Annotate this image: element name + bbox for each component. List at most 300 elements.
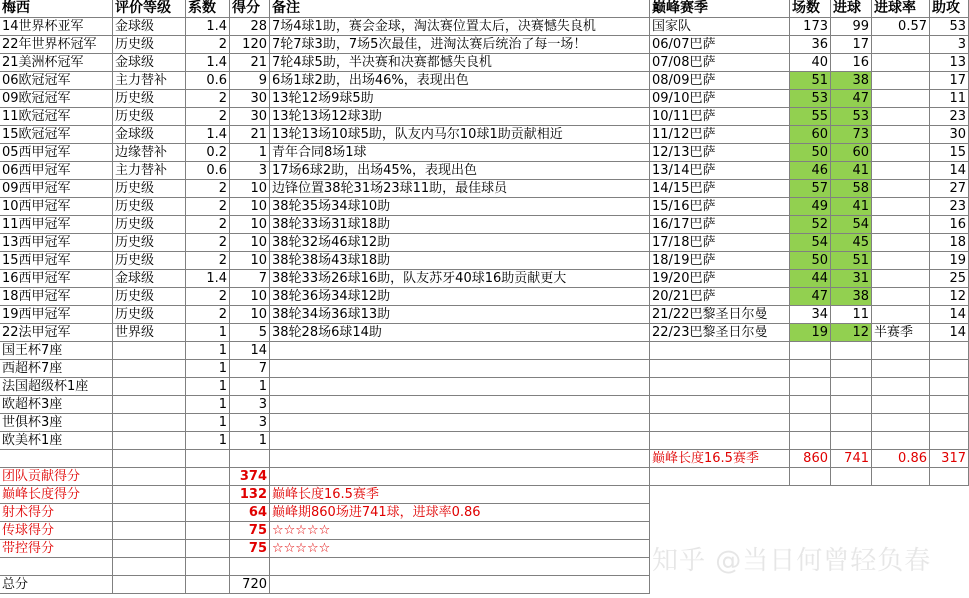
table-cell[interactable] [872,36,930,54]
header-player[interactable]: 梅西 [0,0,113,18]
score-value[interactable]: 132 [230,486,270,504]
table-cell[interactable]: 1 [186,414,230,432]
table-cell[interactable]: 2 [186,216,230,234]
table-cell[interactable]: 17 [930,72,969,90]
table-cell[interactable] [113,558,186,576]
table-cell[interactable]: 19西甲冠军 [0,306,113,324]
table-cell[interactable] [0,450,113,468]
total-value[interactable]: 720 [230,576,270,594]
table-cell[interactable]: 16 [831,54,872,72]
table-cell[interactable]: 55 [790,108,831,126]
table-cell[interactable] [113,468,186,486]
table-cell[interactable]: 50 [790,252,831,270]
table-cell[interactable]: 7场4球1助，赛会金球，淘汰赛位置太后，决赛憾失良机 [270,18,650,36]
table-cell[interactable] [831,342,872,360]
table-cell[interactable]: 17 [831,36,872,54]
table-cell[interactable] [872,90,930,108]
table-cell[interactable] [113,576,186,594]
table-cell[interactable]: 7轮4球5助，半决赛和决赛都憾失良机 [270,54,650,72]
table-cell[interactable]: 历史级 [113,108,186,126]
table-cell[interactable]: 17场6球2助，出场45%，表现出色 [270,162,650,180]
table-cell[interactable]: 38轮33场31球18助 [270,216,650,234]
table-cell[interactable]: 15欧冠冠军 [0,126,113,144]
table-cell[interactable]: 2 [186,306,230,324]
table-cell[interactable]: 19 [930,252,969,270]
table-cell[interactable]: 15西甲冠军 [0,252,113,270]
table-cell[interactable]: 历史级 [113,288,186,306]
table-cell[interactable] [270,360,650,378]
table-cell[interactable]: 1.4 [186,126,230,144]
table-cell[interactable]: 38轮28场6球14助 [270,324,650,342]
table-cell[interactable]: 14世界杯亚军 [0,18,113,36]
table-cell[interactable]: 30 [930,126,969,144]
table-cell[interactable]: 13轮13场12球3助 [270,108,650,126]
table-cell[interactable] [831,414,872,432]
table-cell[interactable]: 53 [831,108,872,126]
table-cell[interactable]: 31 [831,270,872,288]
table-cell[interactable]: 52 [790,216,831,234]
table-cell[interactable]: 国王杯7座 [0,342,113,360]
table-cell[interactable]: 47 [831,90,872,108]
table-cell[interactable] [831,432,872,450]
table-cell[interactable] [930,432,969,450]
table-cell[interactable]: 40 [790,54,831,72]
table-cell[interactable] [270,576,650,594]
table-cell[interactable]: 25 [930,270,969,288]
table-cell[interactable] [230,450,270,468]
score-note[interactable] [270,468,650,486]
table-cell[interactable]: 1 [230,144,270,162]
table-cell[interactable] [872,270,930,288]
table-cell[interactable]: 10 [230,216,270,234]
table-cell[interactable] [650,360,790,378]
table-cell[interactable] [0,558,113,576]
table-cell[interactable]: 06/07巴萨 [650,36,790,54]
table-cell[interactable]: 2 [186,108,230,126]
table-cell[interactable]: 14/15巴萨 [650,180,790,198]
table-cell[interactable]: 世俱杯3座 [0,414,113,432]
table-cell[interactable] [872,54,930,72]
table-cell[interactable]: 38轮38场43球18助 [270,252,650,270]
table-cell[interactable]: 金球级 [113,126,186,144]
table-cell[interactable] [113,414,186,432]
table-cell[interactable] [872,378,930,396]
table-cell[interactable]: 11 [831,306,872,324]
score-note[interactable]: ☆☆☆☆☆ [270,522,650,540]
table-cell[interactable]: 2 [186,180,230,198]
table-cell[interactable] [113,450,186,468]
table-cell[interactable]: 欧美杯1座 [0,432,113,450]
table-cell[interactable]: 44 [790,270,831,288]
table-cell[interactable] [186,576,230,594]
table-cell[interactable]: 58 [831,180,872,198]
table-cell[interactable]: 世界级 [113,324,186,342]
table-cell[interactable]: 38 [831,72,872,90]
table-cell[interactable]: 57 [790,180,831,198]
table-cell[interactable]: 30 [230,108,270,126]
table-cell[interactable]: 07/08巴萨 [650,54,790,72]
table-cell[interactable]: 7 [230,270,270,288]
table-cell[interactable]: 53 [930,18,969,36]
table-cell[interactable]: 47 [790,288,831,306]
table-cell[interactable]: 10西甲冠军 [0,198,113,216]
table-cell[interactable]: 10 [230,306,270,324]
table-cell[interactable]: 历史级 [113,180,186,198]
table-cell[interactable]: 3 [230,414,270,432]
table-cell[interactable] [872,432,930,450]
table-cell[interactable]: 12 [831,324,872,342]
table-cell[interactable]: 14 [930,324,969,342]
table-cell[interactable] [930,342,969,360]
table-cell[interactable]: 5 [230,324,270,342]
table-cell[interactable]: 金球级 [113,270,186,288]
table-cell[interactable]: 10 [230,288,270,306]
table-cell[interactable] [650,396,790,414]
header-score[interactable]: 得分 [230,0,270,18]
table-cell[interactable]: 21 [230,126,270,144]
peak-summary-label[interactable]: 巅峰长度16.5赛季 [650,450,790,468]
table-cell[interactable]: 欧超杯3座 [0,396,113,414]
table-cell[interactable] [831,360,872,378]
table-cell[interactable]: 14 [930,162,969,180]
table-cell[interactable]: 28 [230,18,270,36]
table-cell[interactable] [270,414,650,432]
table-cell[interactable]: 14 [230,342,270,360]
table-cell[interactable]: 2 [186,234,230,252]
table-cell[interactable] [186,468,230,486]
table-cell[interactable]: 9 [230,72,270,90]
table-cell[interactable]: 3 [230,396,270,414]
table-cell[interactable] [930,414,969,432]
table-cell[interactable]: 2 [186,36,230,54]
table-cell[interactable]: 1 [230,378,270,396]
table-cell[interactable]: 20/21巴萨 [650,288,790,306]
table-cell[interactable]: 22年世界杯冠军 [0,36,113,54]
table-cell[interactable] [270,450,650,468]
table-cell[interactable]: 30 [230,90,270,108]
table-cell[interactable] [872,180,930,198]
score-value[interactable]: 64 [230,504,270,522]
header-grade[interactable]: 评价等级 [113,0,186,18]
table-cell[interactable]: 16/17巴萨 [650,216,790,234]
table-cell[interactable]: 2 [186,252,230,270]
table-cell[interactable]: 21 [230,54,270,72]
table-cell[interactable]: 1 [186,432,230,450]
table-cell[interactable]: 10 [230,252,270,270]
header-assists[interactable]: 助攻 [930,0,969,18]
table-cell[interactable] [790,378,831,396]
table-cell[interactable]: 边缘替补 [113,144,186,162]
table-cell[interactable] [186,504,230,522]
table-cell[interactable]: 金球级 [113,54,186,72]
table-cell[interactable]: 09欧冠冠军 [0,90,113,108]
table-cell[interactable]: 41 [831,198,872,216]
table-cell[interactable] [872,144,930,162]
table-cell[interactable]: 边锋位置38轮31场23球11助，最佳球员 [270,180,650,198]
table-cell[interactable] [872,306,930,324]
table-cell[interactable]: 16西甲冠军 [0,270,113,288]
table-cell[interactable] [872,468,930,486]
table-cell[interactable] [113,360,186,378]
table-cell[interactable]: 12 [930,288,969,306]
table-cell[interactable]: 06欧冠冠军 [0,72,113,90]
table-cell[interactable]: 38轮33场26球16助，队友苏牙40球16助贡献更大 [270,270,650,288]
table-cell[interactable] [872,234,930,252]
table-cell[interactable] [113,522,186,540]
table-cell[interactable] [186,558,230,576]
table-cell[interactable]: 50 [790,144,831,162]
table-cell[interactable]: 16 [930,216,969,234]
table-cell[interactable]: 1 [186,360,230,378]
table-cell[interactable] [790,342,831,360]
table-cell[interactable]: 历史级 [113,234,186,252]
table-cell[interactable]: 7 [230,360,270,378]
table-cell[interactable]: 1.4 [186,270,230,288]
table-cell[interactable] [270,558,650,576]
table-cell[interactable]: 15 [930,144,969,162]
table-cell[interactable] [113,486,186,504]
table-cell[interactable]: 45 [831,234,872,252]
peak-summary-assists[interactable]: 317 [930,450,969,468]
table-cell[interactable]: 10 [230,198,270,216]
table-cell[interactable]: 7轮7球3助，7场5次最佳，进淘汰赛后统治了每一场！ [270,36,650,54]
table-cell[interactable]: 13轮13场10球5助，队友内马尔10球1助贡献相近 [270,126,650,144]
peak-summary-apps[interactable]: 860 [790,450,831,468]
table-cell[interactable]: 主力替补 [113,72,186,90]
table-cell[interactable] [650,342,790,360]
table-cell[interactable]: 半赛季 [872,324,930,342]
table-cell[interactable]: 2 [186,198,230,216]
table-cell[interactable]: 11/12巴萨 [650,126,790,144]
table-cell[interactable] [831,468,872,486]
table-cell[interactable] [113,504,186,522]
table-cell[interactable] [872,288,930,306]
table-cell[interactable] [872,342,930,360]
table-cell[interactable]: 13西甲冠军 [0,234,113,252]
table-cell[interactable]: 38轮36场34球12助 [270,288,650,306]
table-cell[interactable] [790,396,831,414]
table-cell[interactable]: 主力替补 [113,162,186,180]
header-goals[interactable]: 进球 [831,0,872,18]
score-label[interactable]: 团队贡献得分 [0,468,113,486]
table-cell[interactable]: 18 [930,234,969,252]
table-cell[interactable]: 10 [230,180,270,198]
score-value[interactable]: 75 [230,522,270,540]
table-cell[interactable] [872,108,930,126]
table-cell[interactable]: 60 [790,126,831,144]
header-peak-season[interactable]: 巅峰赛季 [650,0,790,18]
score-note[interactable]: 巅峰期860场进741球，进球率0.86 [270,504,650,522]
table-cell[interactable]: 10/11巴萨 [650,108,790,126]
table-cell[interactable]: 38轮34场36球13助 [270,306,650,324]
table-cell[interactable]: 99 [831,18,872,36]
table-cell[interactable] [270,378,650,396]
table-cell[interactable]: 1 [186,396,230,414]
table-cell[interactable] [831,396,872,414]
table-cell[interactable]: 历史级 [113,306,186,324]
table-cell[interactable] [930,378,969,396]
table-cell[interactable]: 1 [186,378,230,396]
table-cell[interactable]: 05西甲冠军 [0,144,113,162]
table-cell[interactable] [872,360,930,378]
table-cell[interactable]: 54 [790,234,831,252]
table-cell[interactable] [872,162,930,180]
table-cell[interactable] [186,540,230,558]
table-cell[interactable]: 青年合同8场1球 [270,144,650,162]
score-note[interactable]: 巅峰长度16.5赛季 [270,486,650,504]
table-cell[interactable] [650,414,790,432]
table-cell[interactable]: 51 [831,252,872,270]
table-cell[interactable] [270,396,650,414]
table-cell[interactable] [872,198,930,216]
table-cell[interactable]: 120 [230,36,270,54]
table-cell[interactable]: 09西甲冠军 [0,180,113,198]
peak-summary-goals[interactable]: 741 [831,450,872,468]
table-cell[interactable]: 历史级 [113,36,186,54]
header-coef[interactable]: 系数 [186,0,230,18]
table-cell[interactable] [113,396,186,414]
table-cell[interactable]: 13 [930,54,969,72]
table-cell[interactable]: 1.4 [186,18,230,36]
score-label[interactable]: 带控得分 [0,540,113,558]
table-cell[interactable]: 54 [831,216,872,234]
table-cell[interactable]: 0.6 [186,72,230,90]
table-cell[interactable] [113,432,186,450]
score-note[interactable]: ☆☆☆☆☆ [270,540,650,558]
table-cell[interactable]: 06西甲冠军 [0,162,113,180]
table-cell[interactable] [831,378,872,396]
table-cell[interactable]: 15/16巴萨 [650,198,790,216]
table-cell[interactable] [270,342,650,360]
table-cell[interactable]: 09/10巴萨 [650,90,790,108]
table-cell[interactable] [186,450,230,468]
table-cell[interactable] [650,378,790,396]
score-value[interactable]: 75 [230,540,270,558]
table-cell[interactable] [113,342,186,360]
table-cell[interactable]: 17/18巴萨 [650,234,790,252]
table-cell[interactable] [113,378,186,396]
table-cell[interactable]: 0.57 [872,18,930,36]
table-cell[interactable]: 0.6 [186,162,230,180]
score-label[interactable]: 射术得分 [0,504,113,522]
table-cell[interactable]: 1.4 [186,54,230,72]
table-cell[interactable] [872,72,930,90]
table-cell[interactable]: 11欧冠冠军 [0,108,113,126]
header-ratio[interactable]: 进球率 [872,0,930,18]
table-cell[interactable] [930,396,969,414]
table-cell[interactable] [790,414,831,432]
table-cell[interactable] [186,522,230,540]
score-value[interactable]: 374 [230,468,270,486]
table-cell[interactable] [872,396,930,414]
table-cell[interactable]: 金球级 [113,18,186,36]
table-cell[interactable] [872,252,930,270]
peak-summary-ratio[interactable]: 0.86 [872,450,930,468]
table-cell[interactable]: 19 [790,324,831,342]
table-cell[interactable] [650,432,790,450]
table-cell[interactable]: 38轮35场34球10助 [270,198,650,216]
table-cell[interactable]: 23 [930,108,969,126]
table-cell[interactable]: 18西甲冠军 [0,288,113,306]
table-cell[interactable] [930,468,969,486]
table-cell[interactable] [230,558,270,576]
table-cell[interactable]: 13轮12场9球5助 [270,90,650,108]
table-cell[interactable]: 73 [831,126,872,144]
table-cell[interactable]: 23 [930,198,969,216]
table-cell[interactable]: 3 [930,36,969,54]
table-cell[interactable]: 27 [930,180,969,198]
table-cell[interactable] [650,468,790,486]
table-cell[interactable]: 60 [831,144,872,162]
table-cell[interactable]: 21/22巴黎圣日尔曼 [650,306,790,324]
table-cell[interactable]: 53 [790,90,831,108]
table-cell[interactable] [872,126,930,144]
table-cell[interactable] [113,540,186,558]
table-cell[interactable]: 10 [230,234,270,252]
table-cell[interactable]: 46 [790,162,831,180]
table-cell[interactable]: 22/23巴黎圣日尔曼 [650,324,790,342]
table-cell[interactable] [930,360,969,378]
table-cell[interactable]: 18/19巴萨 [650,252,790,270]
table-cell[interactable] [790,468,831,486]
table-cell[interactable] [872,414,930,432]
table-cell[interactable]: 13/14巴萨 [650,162,790,180]
score-label[interactable]: 巅峰长度得分 [0,486,113,504]
table-cell[interactable] [270,432,650,450]
table-cell[interactable]: 22法甲冠军 [0,324,113,342]
table-cell[interactable]: 49 [790,198,831,216]
table-cell[interactable]: 历史级 [113,90,186,108]
table-cell[interactable]: 51 [790,72,831,90]
table-cell[interactable]: 1 [186,342,230,360]
table-cell[interactable]: 西超杯7座 [0,360,113,378]
table-cell[interactable]: 国家队 [650,18,790,36]
table-cell[interactable]: 14 [930,306,969,324]
table-cell[interactable]: 1 [186,324,230,342]
table-cell[interactable]: 2 [186,90,230,108]
table-cell[interactable]: 12/13巴萨 [650,144,790,162]
table-cell[interactable]: 173 [790,18,831,36]
table-cell[interactable]: 11 [930,90,969,108]
table-cell[interactable]: 历史级 [113,216,186,234]
table-cell[interactable]: 0.2 [186,144,230,162]
table-cell[interactable]: 法国超级杯1座 [0,378,113,396]
table-cell[interactable] [872,216,930,234]
table-cell[interactable]: 08/09巴萨 [650,72,790,90]
table-cell[interactable]: 19/20巴萨 [650,270,790,288]
table-cell[interactable]: 3 [230,162,270,180]
table-cell[interactable] [790,432,831,450]
table-cell[interactable]: 21美洲杯冠军 [0,54,113,72]
table-cell[interactable]: 38 [831,288,872,306]
table-cell[interactable]: 1 [230,432,270,450]
table-cell[interactable]: 41 [831,162,872,180]
table-cell[interactable]: 2 [186,288,230,306]
score-label[interactable]: 传球得分 [0,522,113,540]
table-cell[interactable]: 历史级 [113,198,186,216]
header-apps[interactable]: 场数 [790,0,831,18]
table-cell[interactable]: 11西甲冠军 [0,216,113,234]
table-cell[interactable] [186,486,230,504]
header-note[interactable]: 备注 [270,0,650,18]
table-cell[interactable]: 历史级 [113,252,186,270]
table-cell[interactable]: 36 [790,36,831,54]
table-cell[interactable] [790,360,831,378]
table-cell[interactable]: 6场1球2助，出场46%，表现出色 [270,72,650,90]
table-cell[interactable]: 38轮32场46球12助 [270,234,650,252]
total-label[interactable]: 总分 [0,576,113,594]
table-cell[interactable]: 34 [790,306,831,324]
